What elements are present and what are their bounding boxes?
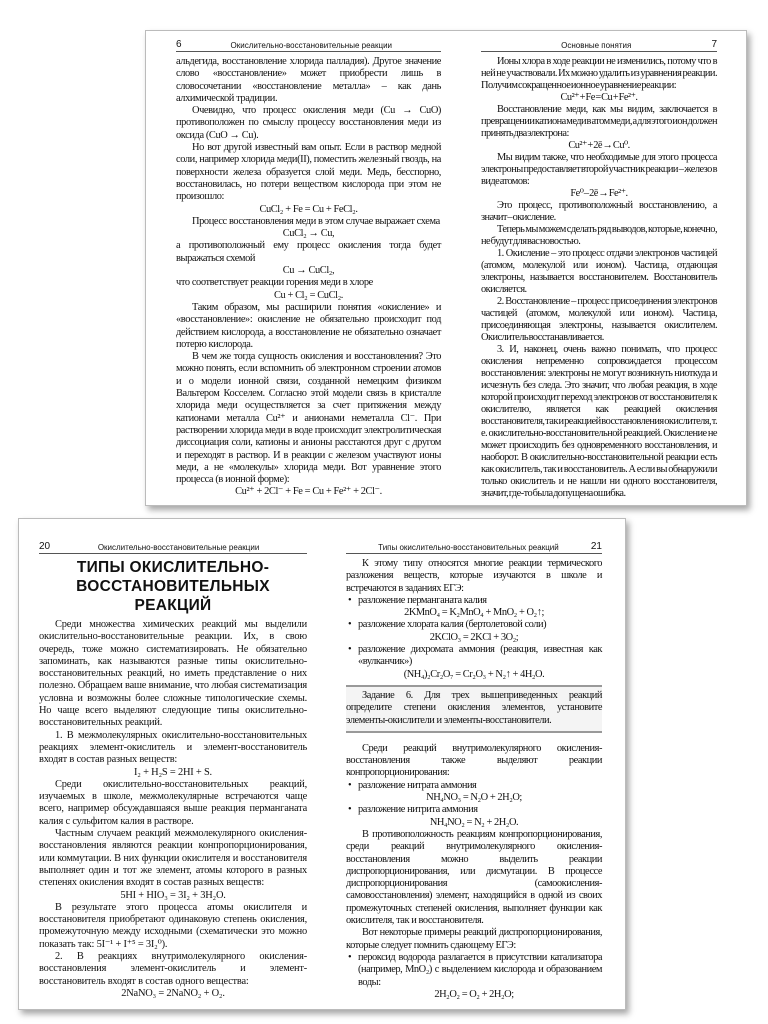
equation: Cu + Cl₂ = CuCl₂. bbox=[273, 289, 344, 301]
paragraph: Таким образом, мы расширили понятия «окисление» и «восстановление»: окисление не обязательно происходит под действием кислорода, а восстановление не обязательно означает потерю кислорода. bbox=[176, 301, 441, 350]
page-7 bbox=[481, 39, 717, 500]
book-spread-pages-6-7 bbox=[145, 30, 747, 506]
paragraph: Среди окислительно-восстановительных реакций, изучаемых в школе, межмолекулярные встречаются чаще всего, например обсуждавшаяся выше реакция перманганата калия с сульфитом калия в растворе. bbox=[39, 778, 307, 827]
paragraph: Это процесс, противоположный восстановлению, а значит – окисление. bbox=[481, 200, 717, 223]
paragraph: Среди реакций внутримолекулярного окисления-восстановления также выделяют реакции конпропорционирования: bbox=[346, 742, 602, 779]
paragraph: Но вот другой известный вам опыт. Если в раствор медной соли, например хлорида меди(II), поместить железный гвоздь, на поверхности железа образуется слой меди. Медь, бесспорно, восстановилась, но потери веществом кислорода при этом не произошло: bbox=[176, 142, 441, 203]
paragraph: Мы видим также, что необходимые для этого процесса электроны предоставляет второй участник реакции – железо в виде атомов: bbox=[481, 152, 717, 187]
running-title: Основные понятия bbox=[561, 41, 632, 50]
list-item: • разложение нитрита аммония bbox=[346, 804, 602, 816]
exercise-box: Задание 6. Для трех вышеприведенных реакций определите степени окисления элементов, установите элементы-окислители и элементы-восстановители. bbox=[346, 685, 602, 733]
paragraph: Среди множества химических реакций мы выделили окислительно-восстановительные реакции. Их, в свою очередь, тоже можно систематизировать. Не обязательно запоминать, как называются разные типы окислительно-восстановительных реакций, но иметь представление о них полезно. Обращаем ваше внимание, что любая систематизация условна и возможны более сложные типологические схемы. Но чаще всего выделяют следующие типы окислительно-восстановительных реакций. bbox=[39, 619, 308, 729]
paragraph: Частным случаем реакций межмолекулярного окисления-восстановления являются реакции конпропорционирования, или коммутации. В них функции окислителя и восстановителя выполняет один и тот же элемент, атомы которого в разных степенях окисления входят в состав разных веществ: bbox=[39, 828, 307, 889]
paragraph: 1. Окисление – это процесс отдачи электронов частицей (атомом, молекулой или ионом). Частица, отдающая электроны, называется восстановителем. Восстановитель окисляется. bbox=[481, 248, 717, 295]
equation: Fe⁰ – 2ē → Fe²⁺. bbox=[570, 188, 628, 199]
paragraph: альдегида, восстановление хлорида палладия). Другое значение слово «восстановление» может приобрести лишь в словосочетании «восстановление металла» – как дань алхимической традиции. bbox=[176, 56, 441, 104]
equation: Cu → CuCl₂, bbox=[282, 265, 335, 277]
list-item: • разложение дихромата аммония (реакция, известная как «вулканчик») bbox=[346, 644, 602, 669]
page-20 bbox=[39, 541, 307, 1000]
page-21 bbox=[346, 541, 602, 1001]
paragraph: К этому типу относятся многие реакции термического разложения веществ, которые изучаются в школе и встречаются в заданиях ЕГЭ: bbox=[346, 558, 602, 594]
running-header bbox=[39, 541, 307, 554]
equation: Cu²⁺ + Fe = Cu + Fe²⁺. bbox=[560, 92, 638, 103]
equation: I₂ + H₂S = 2HI + S. bbox=[134, 766, 212, 778]
equation: CuCl₂ → Cu, bbox=[282, 228, 335, 240]
running-header bbox=[346, 541, 602, 554]
page-number: 21 bbox=[590, 541, 602, 552]
paragraph: Теперь мы можем сделать ряд выводов, которые, конечно, не будут для вас новостью. bbox=[481, 224, 717, 247]
equation: NH₄NO₃ = N₂O + 2H₂O; bbox=[426, 792, 522, 804]
running-header bbox=[481, 39, 717, 52]
equation: CuCl₂ + Fe = Cu + FeCl₂. bbox=[259, 203, 358, 215]
running-title: Окислительно-восстановительные реакции bbox=[97, 543, 260, 552]
equation: Cu²⁺ + 2ē → Cu⁰. bbox=[568, 140, 630, 151]
running-title: Окислительно-восстановительные реакции bbox=[230, 41, 393, 50]
equation: 2KMnO₄ = K₂MnO₄ + MnO₂ + O₂↑; bbox=[404, 607, 544, 619]
paragraph: В чем же тогда сущность окисления и восстановления? Это можно понять, если вспомнить об электронном строении атомов и о модели ионной связи, созданной немецким физиком Вальтером Косселем. Согласно этой модели связь в кристалле хлорида меди осуществляется за счет притяжения между катионами металла Cu²⁺ и анионами неметалла Cl⁻. При растворении хлорида меди в воде происходит электролитическая диссоциация соли, катионы и анионы расстаются друг с другом и переходят в раствор. И в реакции с железом участвуют ионы меди, а не «молекулы» хлорида меди. Вот уравнение этого процесса (в ионной форме): bbox=[176, 351, 441, 486]
equation: Cu²⁺ + 2Cl⁻ + Fe = Cu + Fe²⁺ + 2Cl⁻. bbox=[235, 486, 382, 498]
paragraph: 1. В межмолекулярных окислительно-восстановительных реакциях элемент-окислитель и элемент-восстановитель входят в состав разных веществ: bbox=[39, 729, 307, 766]
paragraph: а противоположный ему процесс окисления тогда будет выражаться схемой bbox=[176, 240, 441, 264]
equation: 2NaNO₃ = 2NaNO₂ + O₂. bbox=[121, 987, 225, 999]
paragraph: что соответствует реакции горения меди в хлоре bbox=[176, 277, 373, 289]
paragraph: Ионы хлора в ходе реакции не изменились, потому что в ней не участвовали. Их можно удалить из уравнения реакции. Получим сокращенное ионное уравнение реакции: bbox=[481, 56, 717, 91]
list-item: • разложение нитрата аммония bbox=[346, 780, 602, 792]
paragraph: 2. Восстановление – процесс присоединения электронов частицей (атомом, молекулой или ионом). Частица, присоединяющая электроны, называется окислителем. Окислитель восстанавливается. bbox=[481, 296, 717, 343]
paragraph: Вот некоторые примеры реакций диспропорционирования, которые следует помнить сдающему ЕГЭ: bbox=[346, 927, 602, 951]
paragraph: Восстановление меди, как мы видим, заключается в превращении катиона меди в атом меди, а для этого ион должен принять два электрона: bbox=[481, 104, 717, 139]
running-header bbox=[176, 39, 441, 52]
paragraph: В результате этого процесса атомы окислителя и восстановителя приобретают одинаковую степень окисления, промежуточную между исходными (схематически это можно показать так: 5I⁻¹ + I⁺⁵ = 3I₂⁰). bbox=[39, 901, 307, 950]
equation: NH₄NO₂ = N₂ + 2H₂O. bbox=[429, 816, 519, 828]
list-item: • разложение перманганата калия bbox=[346, 595, 602, 607]
page-number: 6 bbox=[176, 39, 182, 50]
equation: 2KClO₃ = 2KCl + 3O₂; bbox=[429, 631, 519, 643]
page-number: 7 bbox=[711, 39, 717, 50]
running-title: Типы окислительно-восстановительных реакций bbox=[378, 543, 559, 552]
page-6 bbox=[176, 39, 441, 499]
paragraph: Процесс восстановления меди в этом случае выражает схема bbox=[192, 215, 440, 227]
paragraph: Очевидно, что процесс окисления меди (Cu → CuO) противоположен по смыслу процессу восстановления меди из оксида (CuO → Cu). bbox=[176, 105, 441, 141]
paragraph: 2. В реакциях внутримолекулярного окисления-восстановления элемент-окислитель и элемент-восстановитель входят в состав одного вещества: bbox=[39, 951, 307, 987]
paragraph: В противоположность реакциям конпропорционирования, среди реакций внутримолекулярного окисления-восстановления можно выделить реакции диспропорционирования, или дисмутации. В процессе диспропорционирования (самоокисления-самовосстановления) элемент, находящийся в одной из своих промежуточных степеней окисления, выполняет функции как окислителя, так и восстановителя. bbox=[346, 828, 602, 927]
equation: 2H₂O₂ = O₂ + 2H₂O; bbox=[434, 988, 514, 1000]
equation: 5HI + HIO₃ = 3I₂ + 3H₂O. bbox=[120, 889, 226, 901]
paragraph: 3. И, наконец, очень важно понимать, что процесс окисления непременно сопровождается процессом восстановления: электроны не могут возникнуть ниоткуда и исчезнуть без следа. Это значит, что любая реакция, в ходе которой происходит переход электронов от восстановителя к окислителю, является как реакцией окисления восстановителя, так и реакцией восстановления окислителя, т. е. окислительно-восстановительной реакцией. Окисление не может происходить без одновременного восстановления, и наоборот. В окислительно-восстановительной реакции есть как окислитель, так и восстановитель. А если вы обнаружили только окислитель и не нашли ни одного восстановителя, значит, где-то была допущена ошибка. bbox=[481, 344, 717, 499]
book-spread-pages-20-21 bbox=[18, 518, 626, 1010]
chapter-heading: ТИПЫ ОКИСЛИТЕЛЬНО-ВОССТАНОВИТЕЛЬНЫХ РЕАКЦИЙ bbox=[76, 559, 270, 614]
equation: (NH₄)₂Cr₂O₇ = Cr₂O₃ + N₂↑ + 4H₂O. bbox=[403, 668, 545, 680]
page-number: 20 bbox=[39, 541, 51, 552]
list-item: • разложение хлората калия (бертолетовой соли) bbox=[346, 619, 602, 631]
list-item: • пероксид водорода разлагается в присутствии катализатора (например, MnO₂) с выделением кислорода и образованием воды: bbox=[346, 952, 602, 989]
